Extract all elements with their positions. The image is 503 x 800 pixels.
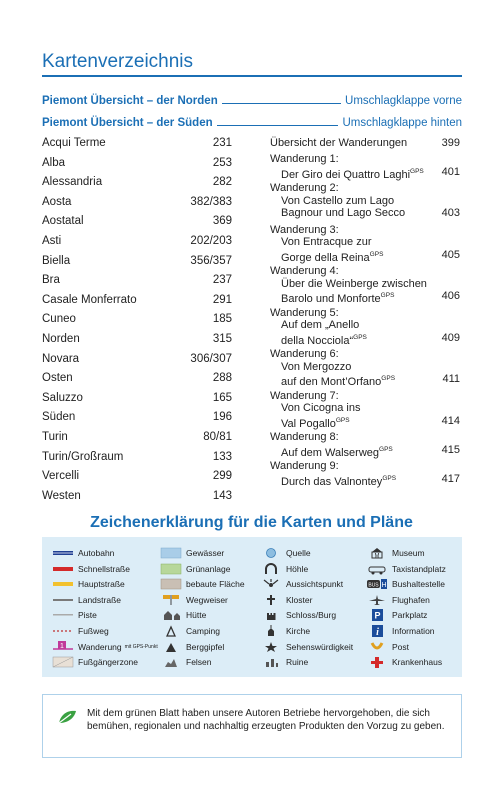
walk-title-text: Von Entracque zur: [281, 236, 372, 248]
place-name: Norden: [42, 333, 80, 345]
legend-item: [52, 562, 130, 576]
walk-page: 415: [441, 443, 460, 456]
walk-title-line: [270, 402, 460, 415]
walk-heading: Wanderung 5:: [270, 306, 339, 319]
legend-item: [52, 546, 114, 560]
gps-mark: GPS: [380, 292, 395, 299]
walk-title-text: Val Pogallo: [281, 417, 336, 430]
schloss-icon: [260, 609, 282, 621]
place-page: 253: [212, 156, 232, 169]
legend-label: Autobahn: [78, 548, 115, 558]
place-page: 143: [212, 489, 232, 502]
svg-text:M: M: [374, 553, 380, 559]
walk-title-line: [270, 361, 460, 374]
legend-item: [260, 593, 312, 607]
legend-label: Camping: [186, 626, 221, 636]
places-index: [42, 137, 232, 507]
place-name: Aosta: [42, 195, 72, 208]
walk-title-line: [270, 319, 460, 332]
gps-mark: GPS: [335, 416, 350, 424]
kirche-icon: [260, 625, 282, 637]
place-name: Süden: [42, 411, 76, 424]
place-row[interactable]: [42, 196, 232, 212]
place-page: 237: [212, 274, 232, 287]
walk-title-text: Bagnour und Lago Secco: [281, 207, 406, 219]
legend-item: [260, 577, 343, 591]
place-name: Alba: [42, 156, 66, 169]
place-page: 315: [212, 333, 232, 345]
legend-label: Fußweg: [78, 626, 109, 636]
legend-item: [52, 640, 158, 654]
gps-mark: GPS: [353, 333, 367, 341]
gps-mark: GPS: [379, 445, 393, 453]
legend-label: Hauptstraße: [78, 579, 125, 590]
legend-label: Quelle: [286, 548, 311, 558]
walk-page: 414: [441, 414, 460, 427]
svg-text:P: P: [374, 610, 381, 621]
hauptstrasse-line: [52, 578, 74, 590]
legend-label: Hütte: [186, 610, 207, 621]
legend-label: Kirche: [286, 626, 311, 636]
walk-heading: Wanderung 4:: [270, 265, 339, 277]
svg-text:H: H: [381, 582, 387, 590]
place-page: 133: [212, 450, 232, 463]
overview-label: Piemont Übersicht – der Norden: [42, 95, 218, 107]
legend-label: Kloster: [286, 594, 313, 605]
parkplatz-icon: [366, 609, 388, 621]
information-icon: [366, 625, 388, 637]
overview-label: Piemont Übersicht – der Süden: [42, 117, 213, 129]
legend-label: Felsen: [186, 657, 212, 668]
legend-item: [52, 655, 138, 669]
berggipfel-icon: [160, 641, 182, 653]
walk-heading: Wanderung 2:: [270, 182, 339, 194]
walk-page: 401: [441, 165, 460, 178]
schnellstrasse-line: [52, 563, 74, 575]
legend-label: Ruine: [286, 657, 309, 668]
legend-label: Schloss/Burg: [286, 610, 337, 621]
place-page: 356/357: [190, 254, 232, 267]
legend-item: [52, 593, 121, 607]
place-row[interactable]: [42, 274, 232, 290]
walk-heading: Wanderung 1:: [270, 153, 339, 165]
walk-title-text: Von Cicogna ins: [281, 402, 361, 414]
walk-page: 411: [442, 373, 460, 385]
place-page: 196: [212, 411, 232, 424]
fussgaengerzone-swatch: [52, 656, 74, 668]
walk-title-text: Über die Weinberge zwischen: [281, 277, 427, 290]
walk-entry[interactable]: [270, 182, 460, 220]
legend-item: [160, 608, 206, 622]
place-row[interactable]: [42, 353, 232, 369]
place-page: 369: [212, 215, 232, 228]
legend-title: Zeichenerklärung für die Karten und Pläne: [90, 514, 413, 531]
walk-entry[interactable]: [270, 153, 460, 181]
ruine-icon: [260, 656, 282, 668]
walk-page: 403: [441, 207, 460, 219]
legend-item: [160, 577, 245, 591]
svg-text:1: 1: [60, 642, 64, 650]
gps-mark: GPS: [410, 167, 424, 175]
place-name: Biella: [42, 254, 71, 267]
place-row[interactable]: [42, 313, 232, 329]
place-row[interactable]: [42, 411, 232, 427]
place-name: Vercelli: [42, 470, 80, 483]
legend-item: [160, 640, 224, 654]
fussweg-line: [52, 625, 74, 637]
legend-label: Post: [392, 641, 410, 652]
legend-item: [160, 593, 228, 607]
walk-page: 405: [441, 248, 460, 261]
legend-label: Bushaltestelle: [392, 579, 445, 590]
legend-item: [52, 608, 97, 622]
quelle-icon: [260, 547, 282, 559]
place-name: Westen: [42, 489, 81, 502]
walk-title-text: Auf dem „Anello: [281, 319, 360, 331]
legend-item: [366, 624, 435, 638]
wanderung-icon: [52, 641, 74, 653]
place-row[interactable]: [42, 470, 232, 486]
green-leaf-icon: [57, 709, 77, 729]
walks-index: [270, 137, 460, 507]
place-name: Aostatal: [42, 215, 84, 228]
walk-page: 406: [441, 290, 460, 302]
legend-item: [366, 546, 425, 560]
legend-label: Parkplatz: [392, 610, 428, 621]
walks-overview-page: 399: [441, 137, 460, 149]
place-name: Acqui Terme: [42, 137, 106, 149]
svg-text:i: i: [376, 627, 379, 637]
walk-title-text: auf den Mont’Orfano: [281, 376, 382, 388]
walk-title-line: [270, 290, 460, 306]
place-row[interactable]: [42, 451, 232, 467]
walk-entry[interactable]: [270, 460, 460, 488]
legend-label: Höhle: [286, 563, 309, 574]
post-icon: [366, 641, 388, 653]
legend-item: [260, 655, 308, 669]
walk-title-line: [270, 195, 460, 208]
legend-item: [160, 655, 212, 669]
svg-text:BUS: BUS: [368, 582, 379, 589]
walk-title-text: Durch das Valnontey: [281, 475, 383, 488]
place-page: 299: [212, 470, 232, 483]
legend-item: [260, 624, 310, 638]
overview-target: Umschlagklappe hinten: [342, 117, 462, 129]
walk-heading: Wanderung 6:: [270, 348, 339, 360]
walks-overview-row[interactable]: [270, 137, 460, 150]
walk-entry[interactable]: [270, 431, 460, 459]
place-row[interactable]: [42, 176, 232, 192]
kloster-icon: [260, 594, 282, 606]
legend-item: [260, 546, 311, 560]
place-row[interactable]: [42, 294, 232, 310]
legend-item: [366, 562, 446, 576]
legend-label: Taxistandplatz: [392, 563, 446, 574]
legend-item: [260, 608, 336, 622]
walk-title-line: [270, 236, 460, 249]
walk-title-line: [270, 207, 460, 220]
camping-icon: [160, 625, 182, 637]
place-page: 231: [212, 137, 232, 149]
place-name: Casale Monferrato: [42, 293, 137, 306]
krankenhaus-icon: [366, 656, 388, 668]
hoehle-icon: [260, 563, 282, 575]
overview-row-north[interactable]: [42, 91, 462, 107]
legend-label: Information: [392, 626, 435, 636]
legend-label: bebaute Fläche: [186, 579, 245, 590]
place-name: Cuneo: [42, 313, 76, 326]
walk-title-line: [270, 473, 460, 489]
bebaute-flaeche-swatch: [160, 578, 182, 590]
place-name: Saluzzo: [42, 391, 83, 404]
legend-item: [366, 640, 409, 654]
legend-item: [366, 593, 430, 607]
legend-item: [52, 577, 125, 591]
walk-heading: Wanderung 8:: [270, 431, 339, 443]
felsen-icon: [160, 656, 182, 668]
walk-page: 409: [441, 331, 460, 344]
place-row[interactable]: [42, 392, 232, 408]
legend-label: Museum: [392, 548, 425, 558]
wegweiser-icon: [160, 594, 182, 606]
walk-title-line: [270, 444, 460, 460]
walk-title-line: [270, 332, 460, 348]
walk-title-text: Der Giro dei Quattro Laghi: [281, 168, 411, 181]
walk-title-line: [270, 415, 460, 431]
legend-label: Landstraße: [78, 594, 121, 605]
gps-mark: GPS: [381, 375, 396, 382]
title-rule: [42, 75, 462, 77]
bus-icon: [366, 578, 388, 590]
legend-label: Krankenhaus: [392, 657, 443, 668]
legend-item: [52, 624, 109, 638]
legend-label: Grünanlage: [186, 563, 231, 574]
walk-heading: Wanderung 7:: [270, 389, 339, 402]
place-name: Bra: [42, 274, 60, 287]
place-row[interactable]: [42, 215, 232, 231]
gewaesser-swatch: [160, 547, 182, 559]
walk-entry[interactable]: [270, 307, 460, 348]
walk-title-text: Von Castello zum Lago: [281, 194, 395, 207]
overview-target: Umschlagklappe vorne: [345, 95, 462, 107]
page-title: Kartenverzeichnis: [42, 51, 194, 72]
legend-item: [366, 577, 445, 591]
place-name: Alessandria: [42, 176, 103, 189]
place-page: 185: [212, 313, 232, 326]
walk-title-text: della Nocciola“: [281, 334, 354, 347]
leader-line: [217, 125, 339, 126]
walk-title-text: Barolo und Monforte: [281, 293, 381, 305]
legend-item: [160, 546, 224, 560]
place-row[interactable]: [42, 333, 232, 349]
walk-title-line: [270, 278, 460, 291]
legend-label: Wegweiser: [186, 594, 228, 605]
place-page: 202/203: [190, 235, 232, 247]
legend-label: Wanderung: [78, 641, 122, 652]
huette-icon: [160, 609, 182, 621]
legend-item: [260, 562, 308, 576]
place-name: Novara: [42, 352, 80, 365]
place-name: Osten: [42, 372, 73, 385]
taxi-icon: [366, 563, 388, 575]
place-row[interactable]: [42, 137, 232, 153]
place-row[interactable]: [42, 235, 232, 251]
walk-entry[interactable]: [270, 224, 460, 265]
gps-mark: GPS: [382, 474, 397, 482]
walk-entry[interactable]: [270, 390, 460, 431]
leader-line: [222, 103, 341, 104]
legend-item: [260, 640, 353, 654]
place-row[interactable]: [42, 490, 232, 506]
legend-label: Piste: [78, 610, 97, 621]
place-row[interactable]: [42, 431, 232, 447]
landstrasse-line: [52, 594, 74, 606]
legend-item: [366, 608, 427, 622]
legend-label: Flughafen: [392, 594, 430, 605]
overview-row-south[interactable]: [42, 113, 462, 129]
note-box: [42, 694, 462, 758]
legend-item: [160, 562, 230, 576]
walk-title-line: [270, 166, 460, 182]
place-name: Turin/Großraum: [42, 450, 124, 463]
walk-title-line: [270, 373, 460, 389]
walk-title-line: [270, 249, 460, 265]
legend-item: [366, 655, 442, 669]
place-page: 80/81: [203, 431, 232, 443]
place-page: 306/307: [190, 352, 232, 365]
place-row[interactable]: [42, 372, 232, 388]
place-name: Asti: [42, 235, 62, 247]
place-row[interactable]: [42, 157, 232, 173]
aussichtspunkt-icon: [260, 578, 282, 590]
gruenanlage-swatch: [160, 563, 182, 575]
legend-label: Schnellstraße: [78, 563, 130, 574]
walk-page: 417: [441, 472, 460, 485]
legend-label: Aussichtspunkt: [286, 579, 344, 590]
museum-icon: [366, 547, 388, 559]
legend-label: Sehenswürdigkeit: [286, 641, 354, 652]
legend-label: Gewässer: [186, 548, 225, 558]
walk-heading: Wanderung 3:: [270, 223, 339, 236]
flughafen-icon: [366, 594, 388, 606]
place-page: 382/383: [190, 195, 232, 208]
walk-title-text: Von Mergozzo: [281, 360, 352, 373]
place-name: Turin: [42, 431, 68, 443]
walk-title-text: Gorge della Reina: [281, 251, 370, 264]
note-text: Mit dem grünen Blatt haben unsere Autoren Betriebe hervorgehoben, die sich bemühen, regionalen und nachhaltig erzeugten Produkten den Vorzug zu geben.: [87, 708, 445, 732]
walks-overview-label: Übersicht der Wanderungen: [270, 137, 408, 149]
piste-line: [52, 609, 74, 621]
legend-label: Fußgängerzone: [78, 657, 139, 668]
autobahn-line: [52, 547, 74, 559]
legend-label: Berggipfel: [186, 641, 225, 652]
legend-item: [160, 624, 220, 638]
place-page: 291: [212, 293, 232, 306]
walk-heading: Wanderung 9:: [270, 460, 339, 472]
place-page: 282: [212, 176, 232, 189]
place-row[interactable]: [42, 255, 232, 271]
walk-title-text: Auf dem Walserweg: [281, 446, 380, 459]
gps-mark: GPS: [369, 250, 384, 258]
walk-entry[interactable]: [270, 265, 460, 306]
walk-entry[interactable]: [270, 348, 460, 389]
place-page: 288: [212, 372, 232, 385]
place-page: 165: [212, 391, 232, 404]
legend-sublabel: mit GPS-Punkt: [124, 643, 158, 650]
sehenswuerdigkeit-icon: [260, 641, 282, 653]
